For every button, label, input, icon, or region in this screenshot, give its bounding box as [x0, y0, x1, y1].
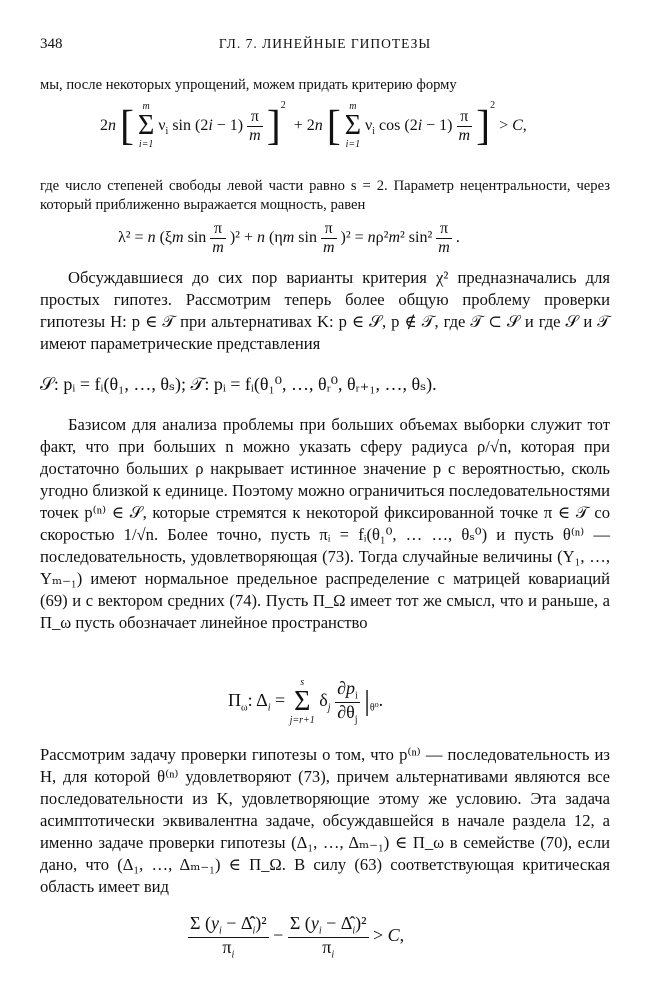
- equation-5: $\frac{\Sigma (y_i - \Deltâ̂_i)^2}{\pi_i}$ − $\frac{\Sigma (y_i - \Deltâ_i)^2}{\pi_i}$ > C,: [190, 913, 405, 961]
- equation-3: [0, 374, 650, 402]
- paragraph-3: Обсуждавшиеся до сих пор варианты критерия χ² предназначались для простых гипотез. Рассмотрим теперь более общую проблему проверки гипотезы H: p ∈ 𝒯 при альтернативах K: p ∈ 𝒮, p ∉ 𝒯, где 𝒯 ⊂ 𝒮 и где 𝒮 и 𝒯 имеют параметрические представления: [40, 268, 610, 353]
- page-number: 348: [40, 36, 63, 52]
- equation-2: λ² = n (ξm sin $\frac{\pi}{m}$ )² + n (ηm sin $\frac{\pi}{m}$ )² = nρ²m² sin² $\frac{\pi}{m}$ .: [118, 220, 460, 256]
- paragraph-2: где число степеней свободы левой части равно s = 2. Параметр нецентральности, через который приближенно выражается мощность, равен: [40, 178, 610, 213]
- running-title: ГЛ. 7. ЛИНЕЙНЫЕ ГИПОТЕЗЫ: [218, 36, 432, 51]
- paragraph-1: мы, после некоторых упрощений, можем придать критерию форму: [40, 77, 457, 93]
- paragraph-5: Рассмотрим задачу проверки гипотезы о том, что p⁽ⁿ⁾ — последовательность из H, для которой θ⁽ⁿ⁾ удовлетворяют (73), причем альтернативами являются все последовательности из K, удовлетворяющие этому же условию. Эта задача асимптотически эквивалентна задаче, обсуждавшейся в начале раздела 12, а именно задаче проверки гипотезы (Δ₁, …, Δₘ₋₁) ∈ Π_ω в семействе (70), если дано, что (Δ₁, …, Δₘ₋₁) ∈ Π_Ω. В силу (63) соответствующая критическая область имеет вид: [40, 745, 610, 896]
- equation-4: $\Pi_\omega$: $\Delta_i$ = s Σ j=r+1 $\delta_j$ $\frac{\partial p_i}{\partial\theta_j}$ $|_{\theta^0}$.: [228, 677, 384, 726]
- equation-3-text: 𝒮: pᵢ = fᵢ(θ₁, …, θₛ); 𝒯: pᵢ = fᵢ(θ₁⁰, …, θᵣ⁰, θᵣ₊₁, …, θₛ).: [40, 374, 437, 394]
- page-header: [40, 36, 610, 56]
- equation-1: 2n [ m Σ i=1 $\nu_i$ sin (2i − 1) $\frac{\pi}{m}$ ]$^2$ + 2n [ m Σ i=1 $\nu_i$ cos (2i − 1) $\frac{\pi}{m}$ ]$^2$ > C,: [100, 100, 527, 151]
- paragraph-4: Базисом для анализа проблемы при больших объемах выборки служит тот факт, что при больших n можно указать сферу радиуса ρ/√n, которая при достаточно больших ρ накрывает истинное значение p с вероятностью, сколь угодно близкой к единице. Поэтому можно ограничиться последовательностями точек p⁽ⁿ⁾ ∈ 𝒮, которые стремятся к некоторой фиксированной точке π ∈ 𝒯 со скоростью 1/√n. Более точно, пусть πᵢ = fᵢ(θ₁⁰, … …, θₛ⁰) и пусть θ⁽ⁿ⁾ — последовательность, удовлетворяющая (73). Тогда случайные величины (Y₁, …, Yₘ₋₁) имеют нормальное предельное распределение с матрицей ковариаций (69) и с вектором средних (74). Пусть Π_Ω имеет тот же смысл, что и раньше, а Π_ω пусть обозначает линейное пространство: [40, 415, 610, 632]
